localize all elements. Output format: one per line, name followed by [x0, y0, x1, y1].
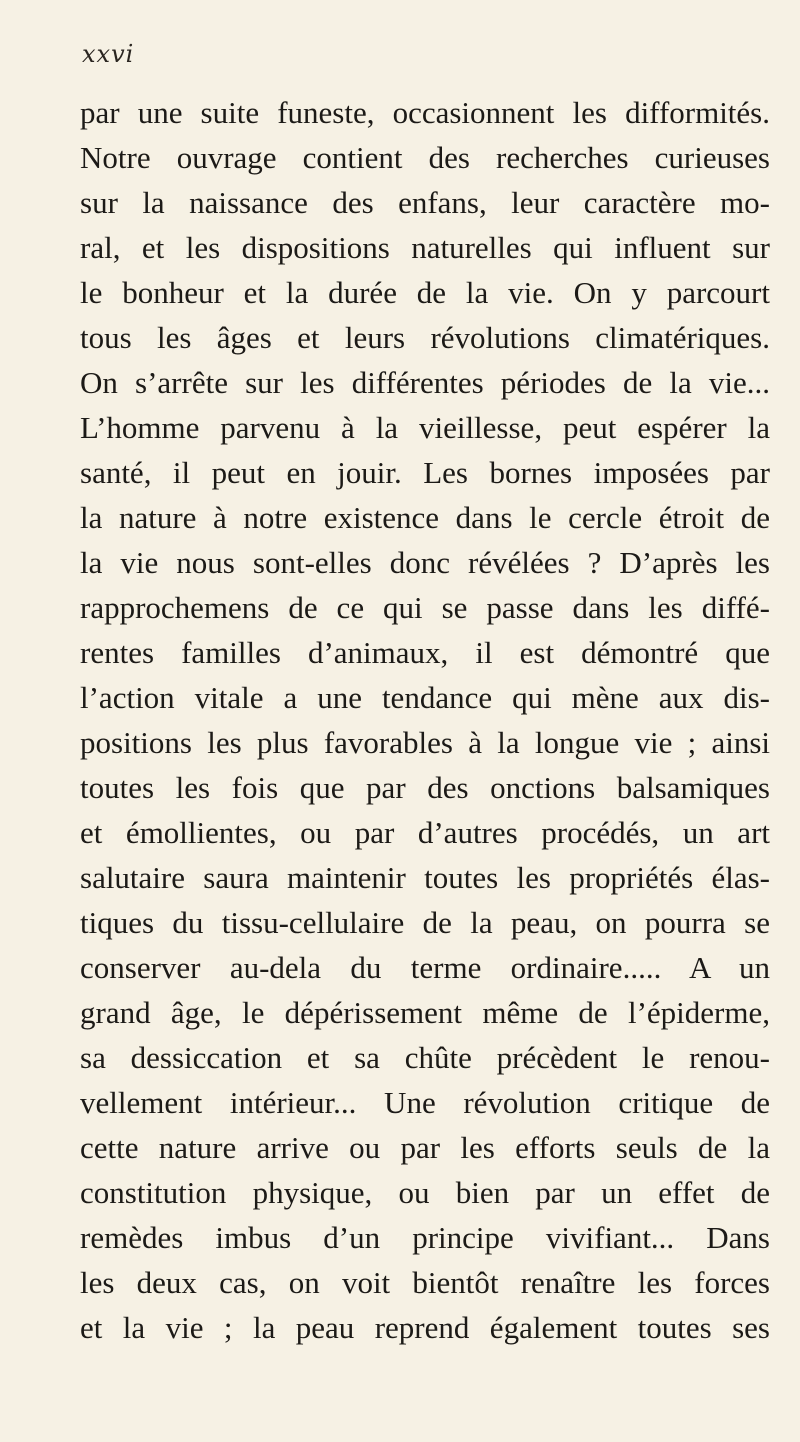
text-line: et émollientes, ou par d’autres procédés, un art	[80, 815, 770, 850]
text-line: remèdes imbus d’un principe vivifiant... Dans	[80, 1220, 770, 1255]
text-line: les deux cas, on voit bientôt renaître les forces	[80, 1265, 770, 1300]
text-line: santé, il peut en jouir. Les bornes imposées par	[80, 455, 770, 490]
text-line: tiques du tissu-cellulaire de la peau, on pourra se	[80, 905, 770, 940]
text-line: conserver au-dela du terme ordinaire..... A un	[80, 950, 770, 985]
text-line: rentes familles d’animaux, il est démontré que	[80, 635, 770, 670]
text-line: tous les âges et leurs révolutions climatériques.	[80, 320, 770, 355]
text-line: constitution physique, ou bien par un effet de	[80, 1175, 770, 1210]
text-line: la vie nous sont-elles donc révélées ? D’après les	[80, 545, 770, 580]
text-line: Notre ouvrage contient des recherches curieuses	[80, 140, 770, 175]
text-line: rapprochemens de ce qui se passe dans les diffé-	[80, 590, 770, 625]
body-text	[80, 90, 770, 1350]
text-line: vellement intérieur... Une révolution critique de	[80, 1085, 770, 1120]
text-line: et la vie ; la peau reprend également toutes ses	[80, 1310, 770, 1345]
text-line: le bonheur et la durée de la vie. On y parcourt	[80, 275, 770, 310]
text-line: sur la naissance des enfans, leur caractère mo-	[80, 185, 770, 220]
text-line: la nature à notre existence dans le cercle étroit de	[80, 500, 770, 535]
text-line: On s’arrête sur les différentes périodes de la vie...	[80, 365, 770, 400]
text-line: cette nature arrive ou par les efforts seuls de la	[80, 1130, 770, 1165]
text-line: toutes les fois que par des onctions balsamiques	[80, 770, 770, 805]
text-line: l’action vitale a une tendance qui mène aux dis-	[80, 680, 770, 715]
text-line: sa dessiccation et sa chûte précèdent le renou-	[80, 1040, 770, 1075]
text-line: L’homme parvenu à la vieillesse, peut espérer la	[80, 410, 770, 445]
text-line: ral, et les dispositions naturelles qui influent sur	[80, 230, 770, 265]
text-line: grand âge, le dépérissement même de l’épiderme,	[80, 995, 770, 1030]
text-line: positions les plus favorables à la longue vie ; ainsi	[80, 725, 770, 760]
text-line: salutaire saura maintenir toutes les propriétés élas-	[80, 860, 770, 895]
page-number: xxvi	[82, 40, 135, 68]
text-line: par une suite funeste, occasionnent les difformités.	[80, 95, 770, 130]
